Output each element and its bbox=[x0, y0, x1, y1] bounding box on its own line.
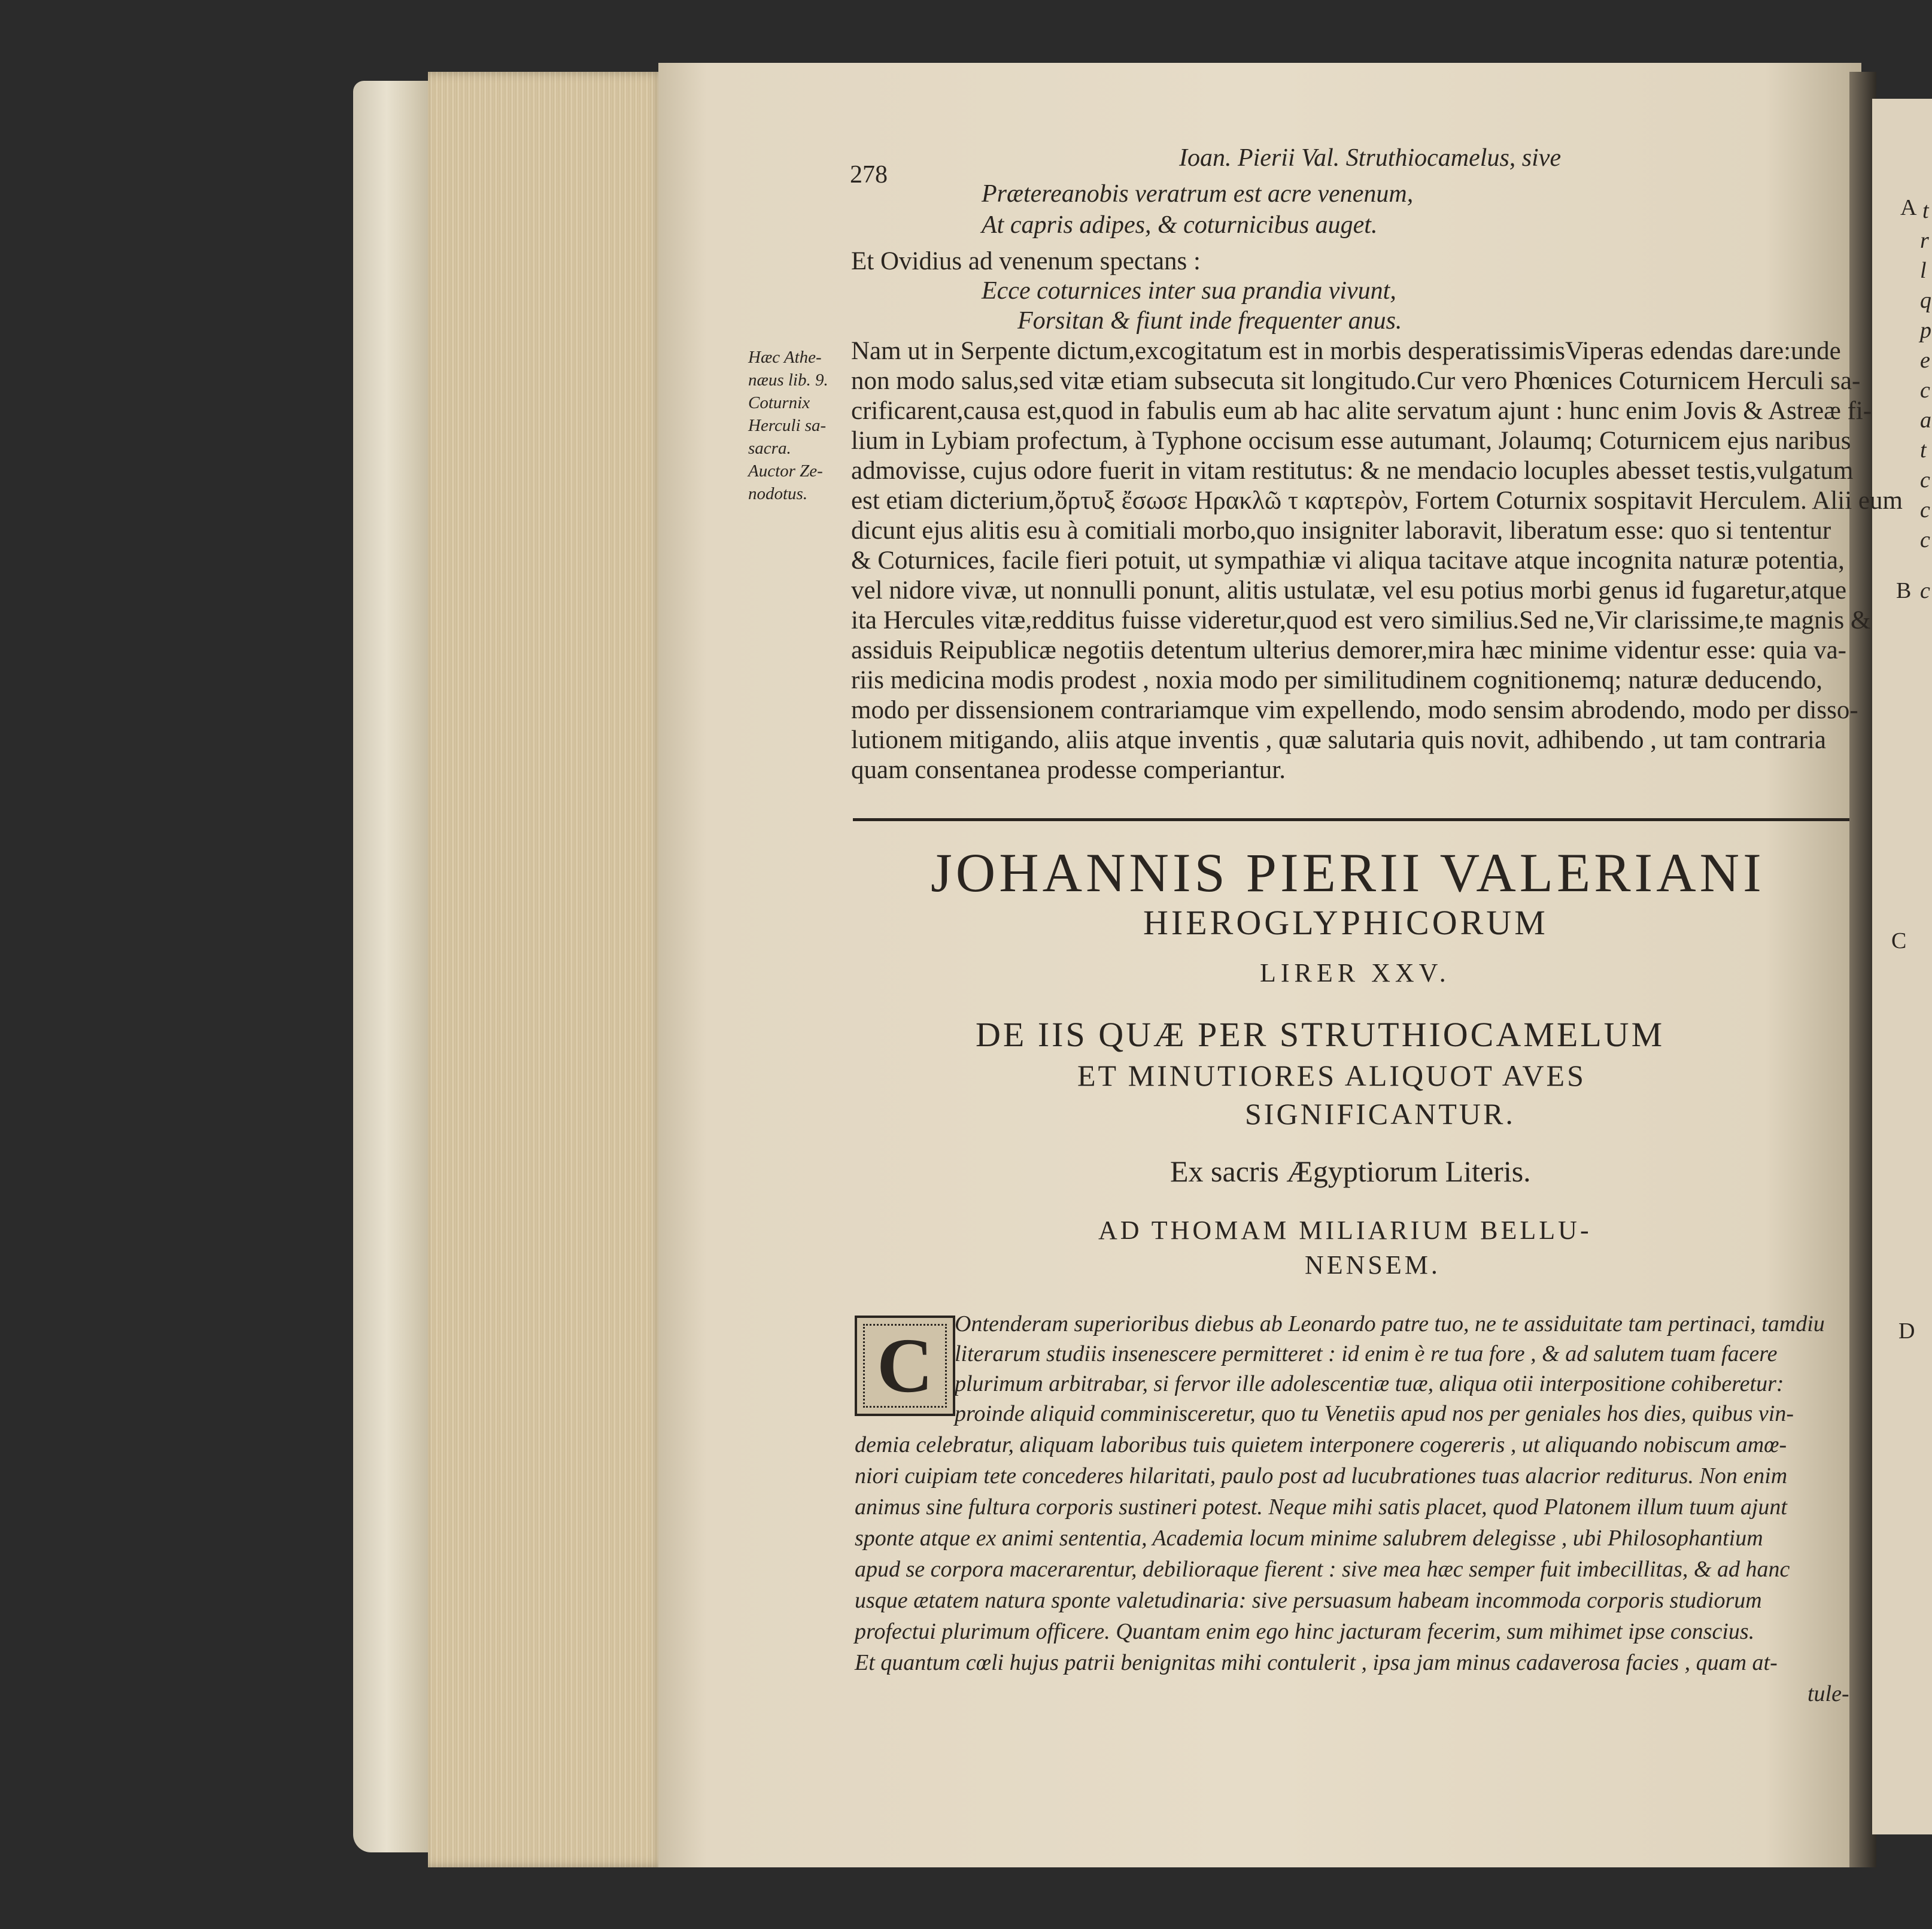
body-line: riis medicina modis prodest , noxia modo per similitudinem cognitionemq; naturæ deducendo, bbox=[851, 666, 1822, 694]
chapter-title: DE IIS QUÆ PER STRUTHIOCAMELUM bbox=[976, 1015, 1665, 1054]
margin-note-line: Auctor Ze- bbox=[748, 461, 823, 481]
dedication-line: Et quantum cœli hujus patrii benignitas mihi contulerit , ipsa jam minus cadaverosa facies , quam at- bbox=[855, 1650, 1778, 1675]
margin-note-line: Hæc Athe- bbox=[748, 348, 822, 367]
dedicatee-line: NENSEM. bbox=[1305, 1250, 1441, 1280]
dedicatee-line: AD THOMAM MILIARIUM BELLU- bbox=[1098, 1216, 1592, 1245]
page-number: 278 bbox=[850, 161, 888, 189]
side-letter: B bbox=[1896, 578, 1912, 603]
body-line: non modo salus,sed vitæ etiam subsecuta sit longitudo.Cur vero Phœnices Coturnicem Herculi sa- bbox=[851, 367, 1861, 395]
dedication-line: animus sine fultura corporis sustineri potest. Neque mihi satis placet, quod Platonem illum tuum ajunt bbox=[855, 1494, 1787, 1520]
dedication-line: proinde aliquid comminisceretur, quo tu Venetiis apud nos per geniales hos dies, quibus vin- bbox=[955, 1401, 1794, 1426]
margin-note-line: Coturnix bbox=[748, 393, 810, 412]
source-line: Ex sacris Ægyptiorum Literis. bbox=[1170, 1155, 1531, 1188]
edge-fragment: c bbox=[1920, 578, 1930, 603]
body-line: lutionem mitigando, aliis atque inventis , quæ salutaria quis novit, adhibendo , ut tam contraria bbox=[851, 726, 1826, 754]
body-line: admovisse, cujus odore fuerit in vitam restitutus: & ne mendacio locuples abesset testis,vulgatum bbox=[851, 457, 1854, 485]
dedication-line: apud se corpora macerarentur, debilioraque fierent : sive mea hæc semper fuit imbecillitas, & ad hanc bbox=[855, 1557, 1790, 1582]
edge-fragment: c bbox=[1920, 467, 1930, 493]
book-spine bbox=[353, 81, 437, 1852]
side-letter: A bbox=[1900, 195, 1917, 220]
edge-fragment: q bbox=[1920, 288, 1931, 313]
body-line: modo per dissensionem contrariamque vim expellendo, modo sensim abrodendo, modo per disso- bbox=[851, 696, 1858, 724]
dedication-line: niori cuipiam tete concederes hilaritati, paulo post ad lucubrationes tuas alacrior rediturus. Non enim bbox=[855, 1463, 1788, 1488]
page-edges bbox=[428, 72, 664, 1867]
body-line: est etiam dicterium,ὄρτυξ ἔσωσε Ηρακλῶ τ καρτερὸν, Fortem Coturnix sospitavit Herculem. Alii eum bbox=[851, 487, 1903, 515]
side-letter: C bbox=[1891, 928, 1907, 953]
chapter-title: SIGNIFICANTUR. bbox=[1245, 1097, 1515, 1131]
book-number: LIRER XXV. bbox=[1260, 958, 1451, 988]
running-head: Ioan. Pierii Val. Struthiocamelus, sive bbox=[1179, 144, 1562, 172]
body-line: dicunt ejus alitis esu à comitiali morbo,quo insigniter laboravit, liberatum esse: quo si tententur bbox=[851, 517, 1831, 545]
body-line: Nam ut in Serpente dictum,excogitatum est in morbis desperatissimisViperas edendas dare:unde bbox=[851, 337, 1841, 365]
edge-fragment: t bbox=[1922, 198, 1929, 223]
body-line: ita Hercules vitæ,redditus fuisse videretur,quod est vero similius.Sed ne,Vir clarissime,te magnis & bbox=[851, 606, 1871, 634]
chapter-title: ET MINUTIORES ALIQUOT AVES bbox=[1077, 1059, 1586, 1092]
book-subtitle: HIEROGLYPHICORUM bbox=[1143, 903, 1548, 942]
edge-fragment: p bbox=[1920, 318, 1931, 343]
dedication-line: Ontenderam superioribus diebus ab Leonardo patre tuo, ne te assiduitate tam pertinaci, tamdiu bbox=[955, 1311, 1825, 1336]
body-line: & Coturnices, facile fieri potuit, ut sympathiæ vi aliqua tacitave atque incognita naturæ potentia, bbox=[851, 546, 1845, 575]
margin-note-line: sacra. bbox=[748, 439, 791, 458]
dedication-line: profectui plurimum officere. Quantam enim ego hinc jacturam fecerim, sum mihimet ipse conscius. bbox=[855, 1619, 1755, 1644]
dedication-line: usque ætatem natura sponte valetudinaria: sive persuasum habeam incommoda corporis studiorum bbox=[855, 1588, 1762, 1613]
book-title: JOHANNIS PIERII VALERIANI bbox=[931, 842, 1765, 903]
body-line: vel nidore vivæ, ut nonnulli ponunt, alitis ustulatæ, vel esu potius morbi genus id fugaretur,atque bbox=[851, 576, 1847, 604]
edge-fragment: c bbox=[1920, 527, 1930, 552]
intro-line: Et Ovidius ad venenum spectans : bbox=[851, 247, 1201, 275]
edge-fragment: c bbox=[1920, 378, 1930, 403]
margin-note-line: næus lib. 9. bbox=[748, 370, 828, 390]
decorated-initial: C bbox=[855, 1316, 955, 1416]
dedication-line: literarum studiis insenescere permitteret : id enim è re tua fore , & ad salutem tuam facere bbox=[955, 1341, 1778, 1366]
edge-fragment: t bbox=[1920, 438, 1927, 463]
body-line: crificarent,causa est,quod in fabulis eum ab hac alite servatum ajunt : hunc enim Jovis & Astreæ fi- bbox=[851, 397, 1872, 425]
verse-line: Prætereanobis veratrum est acre venenum, bbox=[982, 180, 1414, 208]
verse-line: Ecce coturnices inter sua prandia vivunt, bbox=[982, 277, 1396, 305]
edge-fragment: a bbox=[1920, 408, 1931, 433]
side-letter: D bbox=[1898, 1319, 1915, 1344]
body-line: quam consentanea prodesse comperiantur. bbox=[851, 756, 1286, 784]
edge-fragment: c bbox=[1920, 497, 1930, 522]
body-line: assiduis Reipublicæ negotiis detentum ulterius demorer,mira hæc minime videntur esse: quia va- bbox=[851, 636, 1846, 664]
verse-line: At capris adipes, & coturnicibus auget. bbox=[982, 211, 1378, 239]
body-line: lium in Lybiam profectum, à Typhone occisum esse autumant, Jolaumq; Coturnicem ejus naribus bbox=[851, 427, 1851, 455]
margin-note-line: nodotus. bbox=[748, 484, 808, 503]
edge-fragment: l bbox=[1920, 258, 1927, 283]
margin-note-line: Herculi sa- bbox=[748, 416, 827, 435]
dedication-line: sponte atque ex animi sententia, Academia locum minime salubrem delegisse , ubi Philosophantium bbox=[855, 1526, 1763, 1551]
section-rule bbox=[853, 818, 1849, 821]
edge-fragment: r bbox=[1920, 228, 1929, 253]
verse-line: Forsitan & fiunt inde frequenter anus. bbox=[1017, 307, 1402, 335]
dedication-line: plurimum arbitrabar, si fervor ille adolescentiæ tuæ, aliqua otii interpositione cohiberetur: bbox=[955, 1371, 1784, 1396]
dedication-line: demia celebratur, aliquam laboribus tuis quietem interponere cogereris , ut aliquando nobiscum amœ- bbox=[855, 1432, 1787, 1457]
dedication-line: tule- bbox=[1808, 1681, 1849, 1706]
edge-fragment: e bbox=[1920, 348, 1930, 373]
